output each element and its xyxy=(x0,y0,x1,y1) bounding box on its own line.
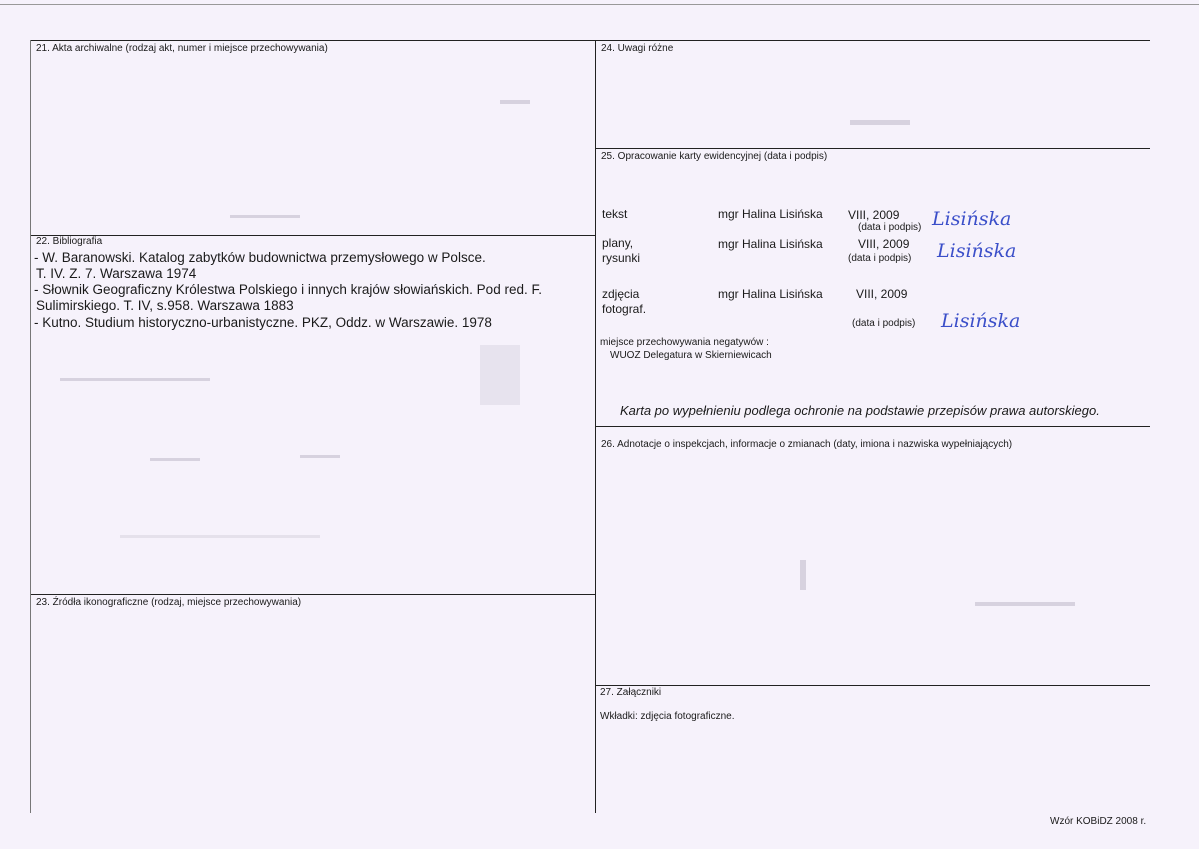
scan-noise xyxy=(975,602,1075,606)
scan-noise xyxy=(60,378,210,381)
scan-noise xyxy=(230,215,300,218)
scan-noise xyxy=(800,560,806,590)
copyright-note: Karta po wypełnieniu podlega ochronie na podstawie przepisów prawa autorskiego. xyxy=(620,403,1100,418)
scan-noise xyxy=(120,535,320,538)
section-21-header: 21. Akta archiwalne (rodzaj akt, numer i miejsce przechowywania) xyxy=(36,43,328,54)
row-plans-label2: rysunki xyxy=(602,251,641,265)
scan-noise xyxy=(480,345,520,405)
negatives-label: miejsce przechowywania negatywów : xyxy=(600,337,769,348)
row-text-date: VIII, 2009 xyxy=(848,208,900,222)
divider-21-22 xyxy=(30,235,595,236)
template-note: Wzór KOBiDZ 2008 r. xyxy=(1050,816,1147,827)
divider-24-25 xyxy=(595,148,1150,149)
row-photos-signature: Lisińska xyxy=(941,310,1021,332)
row-text-signature: Lisińska xyxy=(932,208,1012,230)
row-photos-label2: fotograf. xyxy=(602,302,647,316)
bibliography-line-3: - Słownik Geograficzny Królestwa Polskiego i innych krajów słowiańskich. Pod red. F. xyxy=(34,282,542,297)
section-25-header: 25. Opracowanie karty ewidencyjnej (data i podpis) xyxy=(601,151,828,162)
bibliography-line-2: T. IV. Z. 7. Warszawa 1974 xyxy=(36,266,197,281)
negatives-value: WUOZ Delegatura w Skierniewicach xyxy=(610,350,772,361)
row-text-label: tekst xyxy=(602,207,628,221)
bibliography-line-1: - W. Baranowski. Katalog zabytków budownictwa przemysłowego w Polsce. xyxy=(34,250,486,265)
scan-noise xyxy=(300,455,340,458)
section-22-header: 22. Bibliografia xyxy=(36,236,103,247)
section-26-header: 26. Adnotacje o inspekcjach, informacje o zmianach (daty, imiona i nazwiska wypełniających) xyxy=(601,439,1013,450)
bibliography-line-4: Sulimirskiego. T. IV, s.958. Warszawa 1883 xyxy=(36,298,294,313)
scan-noise xyxy=(150,458,200,461)
row-plans-signature: Lisińska xyxy=(937,240,1017,262)
row-photos-date: VIII, 2009 xyxy=(856,287,908,301)
scan-noise xyxy=(850,120,910,125)
section-27-header: 27. Załączniki xyxy=(600,687,662,698)
section-23-header: 23. Źródła ikonograficzne (rodzaj, miejsce przechowywania) xyxy=(36,597,302,608)
divider-22-23 xyxy=(30,594,595,595)
row-plans-caption: (data i podpis) xyxy=(848,253,912,264)
frame-left-edge xyxy=(30,40,31,813)
scan-noise xyxy=(500,100,530,104)
divider-25-26 xyxy=(595,426,1150,427)
top-edge xyxy=(0,4,1199,5)
row-plans-date: VIII, 2009 xyxy=(858,237,910,251)
row-text-caption: (data i podpis) xyxy=(858,222,922,233)
section-24-header: 24. Uwagi różne xyxy=(601,43,674,54)
row-plans-author: mgr Halina Lisińska xyxy=(718,237,823,251)
bibliography-line-5: - Kutno. Studium historyczno-urbanistyczne. PKZ, Oddz. w Warszawie. 1978 xyxy=(34,315,492,330)
frame-top xyxy=(30,40,1150,41)
row-text-author: mgr Halina Lisińska xyxy=(718,207,823,221)
attachments-content: Wkładki: zdjęcia fotograficzne. xyxy=(600,711,735,722)
row-photos-label: zdjęcia xyxy=(602,287,640,301)
row-photos-caption: (data i podpis) xyxy=(852,318,916,329)
row-plans-label: plany, xyxy=(602,236,634,250)
row-photos-author: mgr Halina Lisińska xyxy=(718,287,823,301)
divider-26-27 xyxy=(595,685,1150,686)
